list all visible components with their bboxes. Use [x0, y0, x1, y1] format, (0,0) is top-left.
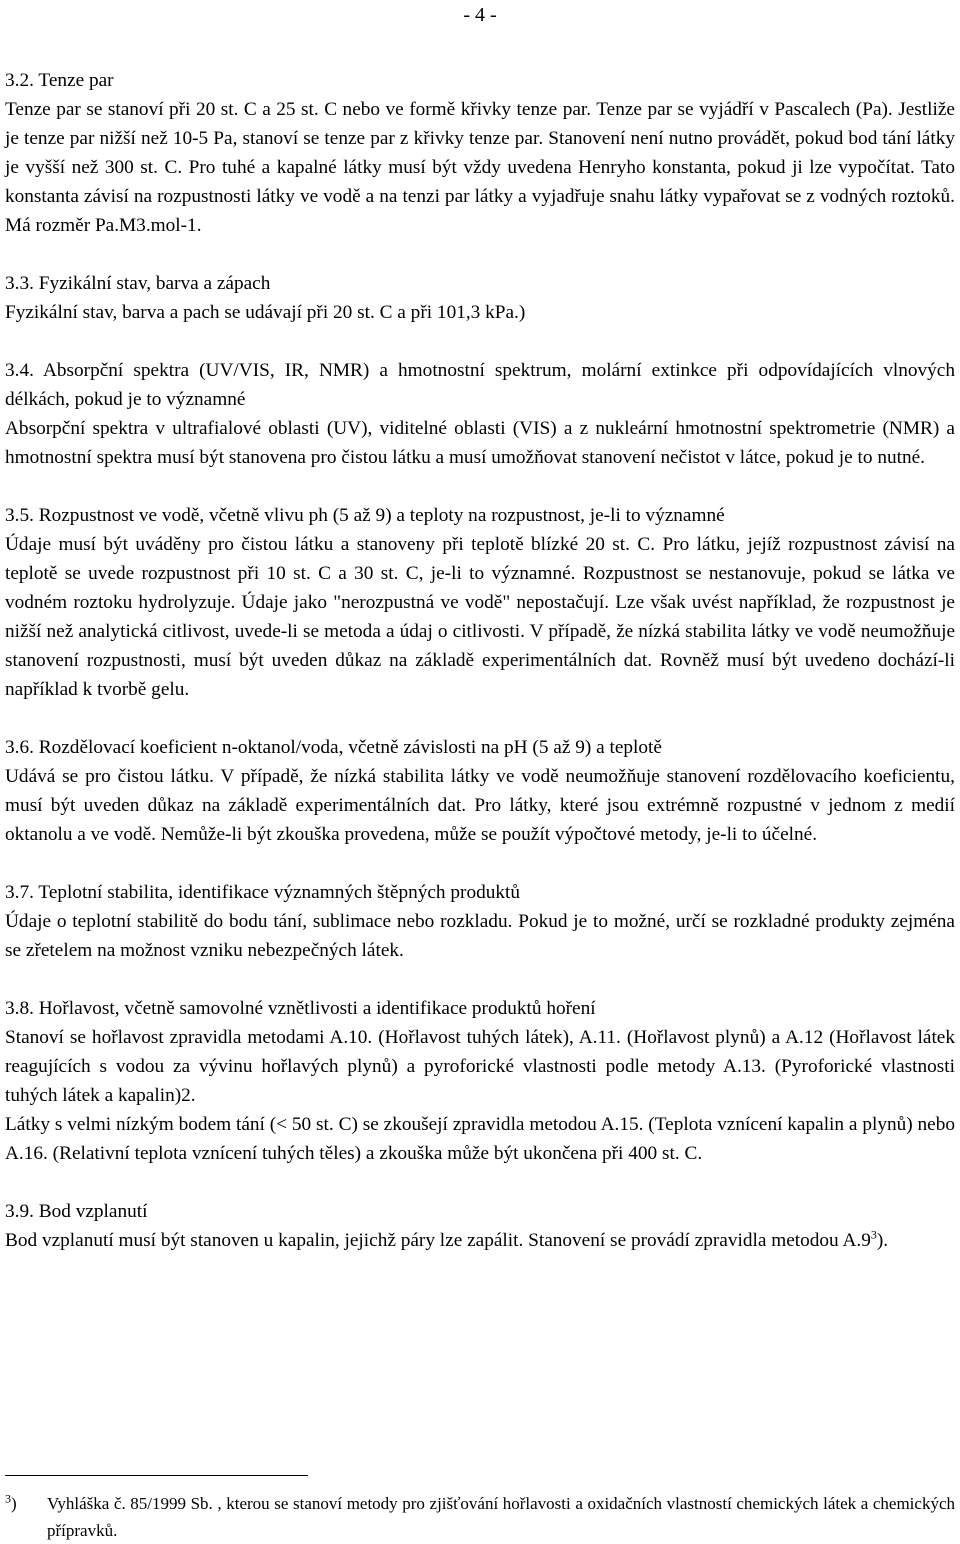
footnote-mark-tail: ) [11, 1494, 17, 1513]
document-body [5, 66, 955, 1284]
section-flash-point [5, 1197, 955, 1255]
section-paragraph: Udává se pro čistou látku. V případě, že nízká stabilita látky ve vodě neumožňuje stanovení rozdělovacího koeficientu, musí být uveden důkaz na základě experimentálních dat. Pro látky, které jsou extrémně rozpustné v jednom z medií oktanolu a ve vodě. Nemůže-li být zkouška provedena, může se použít výpočtové metody, je-li to účelné. [5, 766, 955, 845]
section-paragraph: Látky s velmi nízkým bodem tání (< 50 st. C) se zkoušejí zpravidla metodou A.15. (Teplota vznícení kapalin a plynů) nebo A.16. (Relativní teplota vznícení tuhých těles) a zkouška může být ukončena při 400 st. C. [5, 1114, 955, 1164]
section-heading: 3.4. Absorpční spektra (UV/VIS, IR, NMR) a hmotnostní spektrum, molární extinkce při odpovídajících vlnových délkách, pokud je to významné [5, 360, 955, 410]
section-paragraph [5, 1226, 955, 1255]
section-heading: 3.6. Rozdělovací koeficient n-oktanol/voda, včetně závislosti na pH (5 až 9) a teplotě [5, 737, 662, 758]
section-heading: 3.8. Hořlavost, včetně samovolné vznětlivosti a identifikace produktů hoření [5, 998, 596, 1019]
section-paragraph: Stanoví se hořlavost zpravidla metodami A.10. (Hořlavost tuhých látek), A.11. (Hořlavost plynů) a A.12 (Hořlavost látek reagujících s vodou za vývinu hořlavých plynů) a pyroforické vlastnosti podle metody A.13. (Pyroforické vlastnosti tuhých látek a kapalin)2. [5, 1027, 955, 1106]
section-absorption-spectra [5, 356, 955, 472]
page-number: - 4 - [463, 4, 497, 26]
section-heading: 3.9. Bod vzplanutí [5, 1201, 148, 1222]
section-flammability [5, 994, 955, 1168]
section-heading: 3.5. Rozpustnost ve vodě, včetně vlivu ph (5 až 9) a teploty na rozpustnost, je-li to významné [5, 505, 725, 526]
section-water-solubility [5, 501, 955, 704]
footnote-row [5, 1490, 955, 1544]
section-paragraph: Absorpční spektra v ultrafialové oblasti (UV), viditelné oblasti (VIS) a z nukleární hmotnostní spektrometrie (NMR) a hmotnostní spektra musí být stanovena pro čistou látku a musí umožňovat stanovení nečistot v látce, pokud je to nutné. [5, 418, 955, 468]
footnote-reference[interactable]: 3 [870, 1227, 877, 1242]
footnote-text: Vyhláška č. 85/1999 Sb. , kterou se stanoví metody pro zjišťování hořlavosti a oxidačních vlastností chemických látek a chemických přípravků. [47, 1494, 955, 1540]
section-partition-coefficient [5, 733, 955, 849]
section-physical-state [5, 269, 955, 327]
footnote-mark [5, 1490, 47, 1544]
footnote [5, 1490, 955, 1544]
section-paragraph: Údaje musí být uváděny pro čistou látku a stanoveny při teplotě blízké 20 st. C. Pro látku, jejíž rozpustnost závisí na teplotě se uvede rozpustnost při 10 st. C a 30 st. C, je-li to významné. Rozpustnost se nestanovuje, pokud se látka ve vodném roztoku hydrolyzuje. Údaje jako "nerozpustná ve vodě" nepostačují. Lze však uvést například, že rozpustnost je nižší než analytická citlivost, uvede-li se metoda a údaj o citlivosti. V případě, že nízká stabilita látky ve vodě neumožňuje stanovení rozpustnosti, musí být uveden důkaz na základě experimentálních dat. Rovněž musí být uvedeno dochází-li například k tvorbě gelu. [5, 534, 955, 700]
footnote-number: 3 [5, 1491, 11, 1506]
section-paragraph: Fyzikální stav, barva a pach se udávají při 20 st. C a při 101,3 kPa.) [5, 302, 526, 323]
section-paragraph: Tenze par se stanoví při 20 st. C a 25 st. C nebo ve formě křivky tenze par. Tenze par se vyjádří v Pascalech (Pa). Jestliže je tenze par nižší než 10-5 Pa, stanoví se tenze par z křivky tenze par. Stanovení není nutno provádět, pokud bod tání látky je vyšší než 300 st. C. Pro tuhé a kapalné látky musí být vždy uvedena Henryho konstanta, pokud ji lze vypočítat. Tato konstanta závisí na rozpustnosti látky ve vodě a na tenzi par látky a vyjadřuje snahu látky vypařovat se z vodných roztoků. Má rozměr Pa.M3.mol-1. [5, 99, 955, 236]
section-vapour-pressure [5, 66, 955, 240]
paragraph-text: Bod vzplanutí musí být stanoven u kapalin, jejichž páry lze zapálit. Stanovení se provádí zpravidla metodou A.9 [5, 1230, 871, 1251]
section-paragraph: Údaje o teplotní stabilitě do bodu tání, sublimace nebo rozkladu. Pokud je to možné, určí se rozkladné produkty zejména se zřetelem na možnost vzniku nebezpečných látek. [5, 911, 955, 961]
section-thermal-stability [5, 878, 955, 965]
section-heading: 3.7. Teplotní stabilita, identifikace významných štěpných produktů [5, 882, 521, 903]
footnote-separator [5, 1475, 308, 1476]
section-heading: 3.3. Fyzikální stav, barva a zápach [5, 273, 271, 294]
paragraph-text-tail: ). [876, 1230, 889, 1251]
section-heading: 3.2. Tenze par [5, 70, 114, 91]
